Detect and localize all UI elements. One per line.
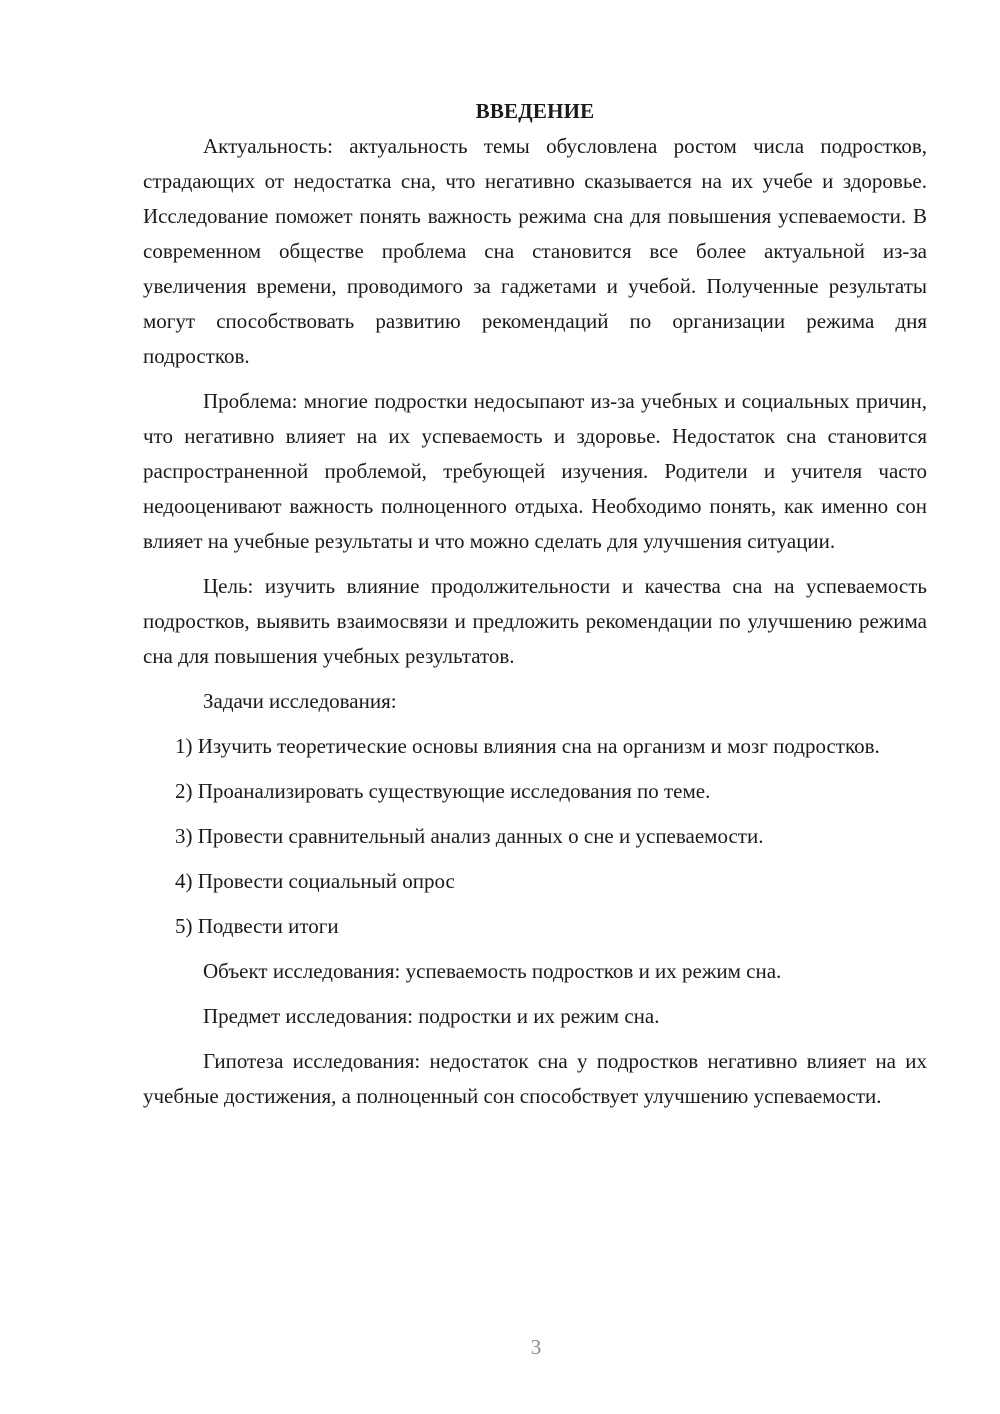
goal-paragraph: Цель: изучить влияние продолжительности и качества сна на успеваемость подростков, выявить взаимосвязи и предложить рекомендации по улучшению режима сна для повышения учебных результатов. xyxy=(143,574,927,668)
object-paragraph: Объект исследования: успеваемость подростков и их режим сна. xyxy=(203,959,782,983)
relevance-paragraph: Актуальность: актуальность темы обусловлена ростом числа подростков, страдающих от недостатка сна, что негативно сказывается на их учебе и здоровье. Исследование поможет понять важность режима сна для повышения успеваемости. В современном обществе проблема сна становится все более актуальной из-за увеличения времени, проводимого за гаджетами и учебой. Полученные результаты могут способствовать развитию рекомендаций по организации режима дня подростков. xyxy=(143,134,927,368)
page-content xyxy=(143,94,927,1124)
page-title: ВВЕДЕНИЕ xyxy=(475,99,595,123)
hypothesis-paragraph: Гипотеза исследования: недостаток сна у подростков негативно влияет на их учебные достижения, а полноценный сон способствует улучшению успеваемости. xyxy=(143,1049,927,1108)
tasks-heading: Задачи исследования: xyxy=(203,689,397,713)
problem-paragraph: Проблема: многие подростки недосыпают из-за учебных и социальных причин, что негативно влияет на их успеваемость и здоровье. Недостаток сна становится распространенной проблемой, требующей изучения. Родители и учителя часто недооценивают важность полноценного отдыха. Необходимо понять, как именно сон влияет на учебные результаты и что можно сделать для улучшения ситуации. xyxy=(143,389,927,553)
page-number: 3 xyxy=(530,1335,542,1359)
task-item-4: 4) Провести социальный опрос xyxy=(175,869,455,893)
subject-paragraph: Предмет исследования: подростки и их режим сна. xyxy=(203,1004,660,1028)
task-item-5: 5) Подвести итоги xyxy=(175,914,339,938)
task-item-3: 3) Провести сравнительный анализ данных о сне и успеваемости. xyxy=(175,824,764,848)
task-item-1: 1) Изучить теоретические основы влияния сна на организм и мозг подростков. xyxy=(175,734,880,758)
task-item-2: 2) Проанализировать существующие исследования по теме. xyxy=(175,779,711,803)
